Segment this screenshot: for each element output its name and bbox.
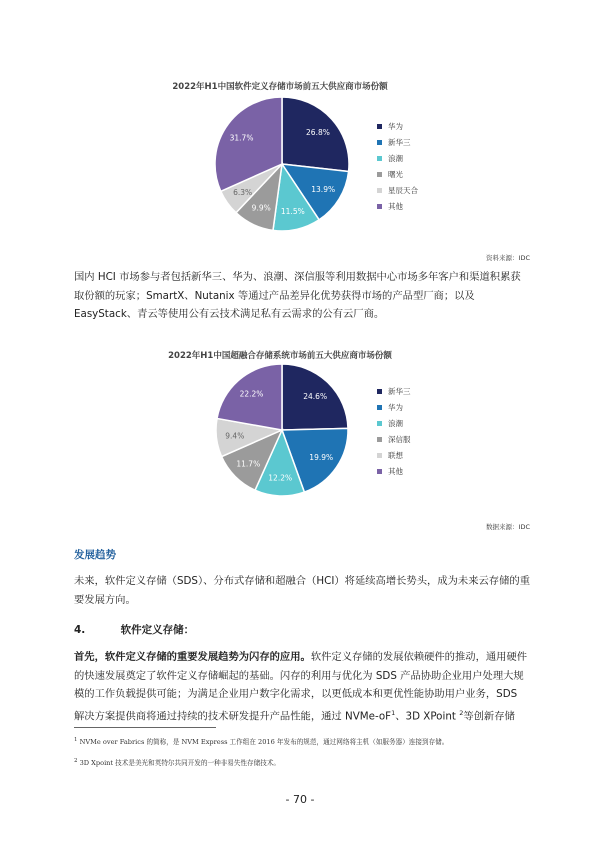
chart1-legend-swatch-1	[377, 124, 382, 129]
chart2-legend-item-2	[377, 399, 411, 415]
chart1-legend-swatch-4	[377, 172, 382, 177]
chart1-legend-swatch-6	[377, 204, 382, 209]
chart1-legend-item-6	[377, 198, 418, 214]
chart1-legend-swatch-5	[377, 188, 382, 193]
footnote-1-text: NVMe over Fabrics 的简称，是 NVM Express 工作组在 2016 年发布的规范，通过网络将主机（如服务器）连接到存储。	[79, 738, 449, 746]
chart2-legend-item-4	[377, 431, 411, 447]
para-flash-end: 等创新存储	[463, 709, 515, 722]
chart2-legend-label-2: 华为	[388, 402, 403, 412]
chart2-title: 2022年H1中国超融合存储系统市场前五大供应商市场份额	[168, 351, 392, 361]
para-future-trend: 未来，软件定义存储（SDS）、分布式存储和超融合（HCI）将延续高增长势头，成为未来云存储的重要发展方向。	[74, 575, 530, 606]
chart2-data-label-1: 24.6%	[303, 391, 328, 401]
footnote-2-mark: 2	[74, 757, 78, 764]
chart1-pie	[200, 88, 370, 238]
chart1-legend-label-5: 星辰天合	[388, 185, 418, 195]
chart2-legend-item-3	[377, 415, 411, 431]
para-flash-mid: 、3D XPoint	[395, 709, 460, 722]
chart1-legend	[377, 118, 418, 214]
chart2-legend-swatch-3	[377, 421, 382, 426]
chart2-legend-item-6	[377, 463, 411, 479]
chart2-data-label-4: 11.7%	[236, 459, 261, 469]
chart2-legend-label-3: 浪潮	[388, 418, 403, 428]
chart2-data-label-6: 22.2%	[239, 389, 264, 399]
chart2-data-label-2: 19.9%	[309, 452, 334, 462]
chart1-legend-label-1: 华为	[388, 121, 403, 131]
chart2-legend	[377, 383, 411, 479]
chart2-data-label-3: 12.2%	[268, 473, 293, 483]
chart2-pie	[200, 356, 370, 502]
section-title: 发展趋势	[74, 549, 116, 561]
chart1-legend-label-4: 曙光	[388, 169, 403, 179]
chart2-legend-swatch-5	[377, 453, 382, 458]
chart1-data-label-3: 11.5%	[280, 207, 305, 217]
chart1-legend-item-3	[377, 150, 418, 166]
numbered-heading	[74, 622, 194, 637]
chart2-data-label-5: 9.4%	[225, 431, 245, 441]
heading-text: 软件定义存储：	[120, 624, 195, 636]
chart1-data-label-2: 13.9%	[311, 185, 336, 195]
footnote-ref-1[interactable]: 1	[391, 708, 396, 717]
chart2-legend-swatch-4	[377, 437, 382, 442]
footnote-2-text: 3D Xpoint 技术是美光和英特尔共同开发的一种非易失性存储技术。	[79, 759, 281, 767]
chart1-data-label-6: 31.7%	[229, 133, 254, 143]
chart2-legend-label-6: 其他	[388, 466, 403, 476]
footnote-2	[74, 757, 530, 767]
para-flash-trend	[74, 648, 530, 725]
chart1-legend-swatch-3	[377, 156, 382, 161]
chart1-data-label-4: 9.9%	[251, 203, 271, 213]
chart1-legend-item-2	[377, 134, 418, 150]
chart2-legend-swatch-6	[377, 469, 382, 474]
footnote-1-mark: 1	[74, 736, 78, 743]
chart1-legend-label-6: 其他	[388, 201, 403, 211]
chart1-legend-swatch-2	[377, 140, 382, 145]
chart2-source: 数据来源：IDC	[486, 523, 530, 531]
chart2-legend-label-1: 新华三	[388, 386, 411, 396]
chart1-legend-item-5	[377, 182, 418, 198]
footnote-divider	[74, 727, 216, 728]
chart2-legend-label-5: 联想	[388, 450, 403, 460]
chart1-legend-label-3: 浪潮	[388, 153, 403, 163]
chart1-legend-item-4	[377, 166, 418, 182]
chart2-legend-item-5	[377, 447, 411, 463]
para-flash-body: 软件定义存储的发展依赖硬件的推动，通用硬件的快速发展奠定了软件定义存储崛起的基础。闪存的利用与优化为 SDS 产品协助企业用户处理大规模的工作负载提供可能；为满足企业用户数字化需求，以更低成本和更优性能协助用户业务，SDS 解决方案提供商将通过持续的技术研发提升产品性能，通过 NVMe-oF	[74, 651, 528, 722]
heading-number: 4.	[74, 624, 86, 636]
chart1-title: 2022年H1中国软件定义存储市场前五大供应商市场份额	[172, 82, 388, 92]
chart2-legend-swatch-1	[377, 389, 382, 394]
footnote-1	[74, 736, 530, 746]
chart2-legend-label-4: 深信服	[388, 434, 411, 444]
chart1-data-label-1: 26.8%	[306, 127, 330, 137]
chart2-legend-item-1	[377, 383, 411, 399]
para-hci-players: 国内 HCI 市场参与者包括新华三、华为、浪潮、深信服等利用数据中心市场多年客户和渠道积累获取份额的玩家；SmartX、Nutanix 等通过产品差异化优势获得市场的产品型厂商；以及 EasyStack、青云等使用公有云技术满足私有云需求的公有云厂商。	[74, 271, 521, 320]
chart2-legend-swatch-2	[377, 405, 382, 410]
page-number: - 70 -	[285, 793, 315, 806]
chart1-data-label-5: 6.3%	[233, 187, 253, 197]
chart1-legend-label-2: 新华三	[388, 137, 411, 147]
chart1-legend-item-1	[377, 118, 418, 134]
para-flash-lead: 首先，软件定义存储的重要发展趋势为闪存的应用。	[74, 651, 311, 663]
footnote-ref-2[interactable]: 2	[459, 708, 464, 717]
chart1-source: 资料来源：IDC	[486, 254, 530, 262]
